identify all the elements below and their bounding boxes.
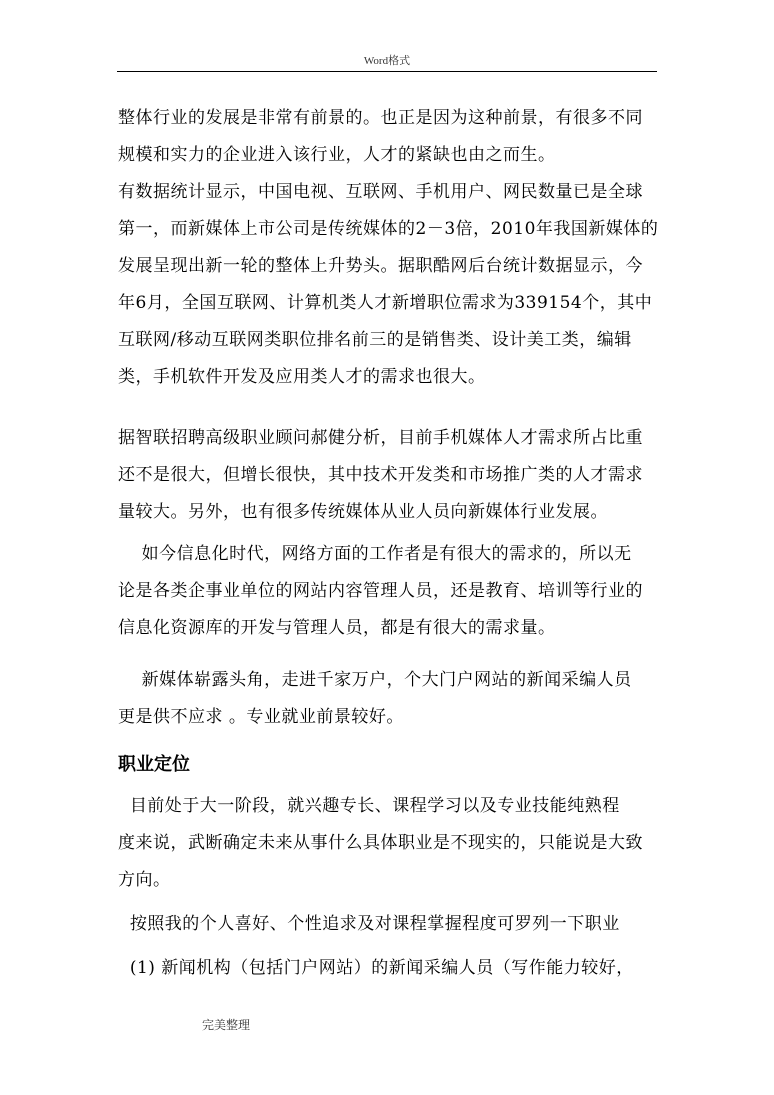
header-divider: [117, 71, 657, 72]
page-header: Word格式: [363, 55, 411, 67]
paragraph-career-list-intro: 按照我的个人喜好、个性追求及对课程掌握程度可罗列一下职业: [118, 914, 620, 934]
paragraph-statistics: 有数据统计显示，中国电视、互联网、手机用户、网民数量已是全球 第一，而新媒体上市公司是传统媒体的2－3倍，2010年我国新媒体的 发展呈现出新一轮的整体上升势头。据职酷网后台统计数据显示，今 年6月，全国互联网、计算机类人才新增职位需求为339154个，其中 互联网/移动互联网类职位排名前三的是销售类、设计美工类，编辑 类，手机软件开发及应用类人才的需求也很大。: [118, 182, 659, 387]
paragraph-current-stage: 目前处于大一阶段，就兴趣专长、课程学习以及专业技能纯熟程 度来说，武断确定未来从事什么具体职业是不现实的，只能说是大致 方向。: [118, 796, 643, 890]
paragraph-industry-prospect: 整体行业的发展是非常有前景的。也正是因为这种前景，有很多不同 规模和实力的企业进入该行业，人才的紧缺也由之而生。: [118, 108, 643, 165]
section-heading-career-positioning: 职业定位: [118, 754, 190, 775]
paragraph-zhaopin-analysis: 据智联招聘高级职业顾问郝健分析，目前手机媒体人才需求所占比重 还不是很大，但增长很快，其中技术开发类和市场推广类的人才需求 量较大。另外，也有很多传统媒体从业人员向新媒体行业发展。: [118, 428, 643, 522]
paragraph-new-media: 新媒体崭露头角，走进千家万户，个大门户网站的新闻采编人员 更是供不应求 。专业就业前景较好。: [118, 670, 632, 727]
page-footer: 完美整理: [202, 1018, 251, 1032]
paragraph-information-age: 如今信息化时代，网络方面的工作者是有很大的需求的，所以无 论是各类企事业单位的网站内容管理人员，还是教育、培训等行业的 信息化资源库的开发与管理人员，都是有很大的需求量。: [118, 544, 643, 638]
list-item-news-editor: (1) 新闻机构（包括门户网站）的新闻采编人员（写作能力较好，: [118, 958, 634, 978]
